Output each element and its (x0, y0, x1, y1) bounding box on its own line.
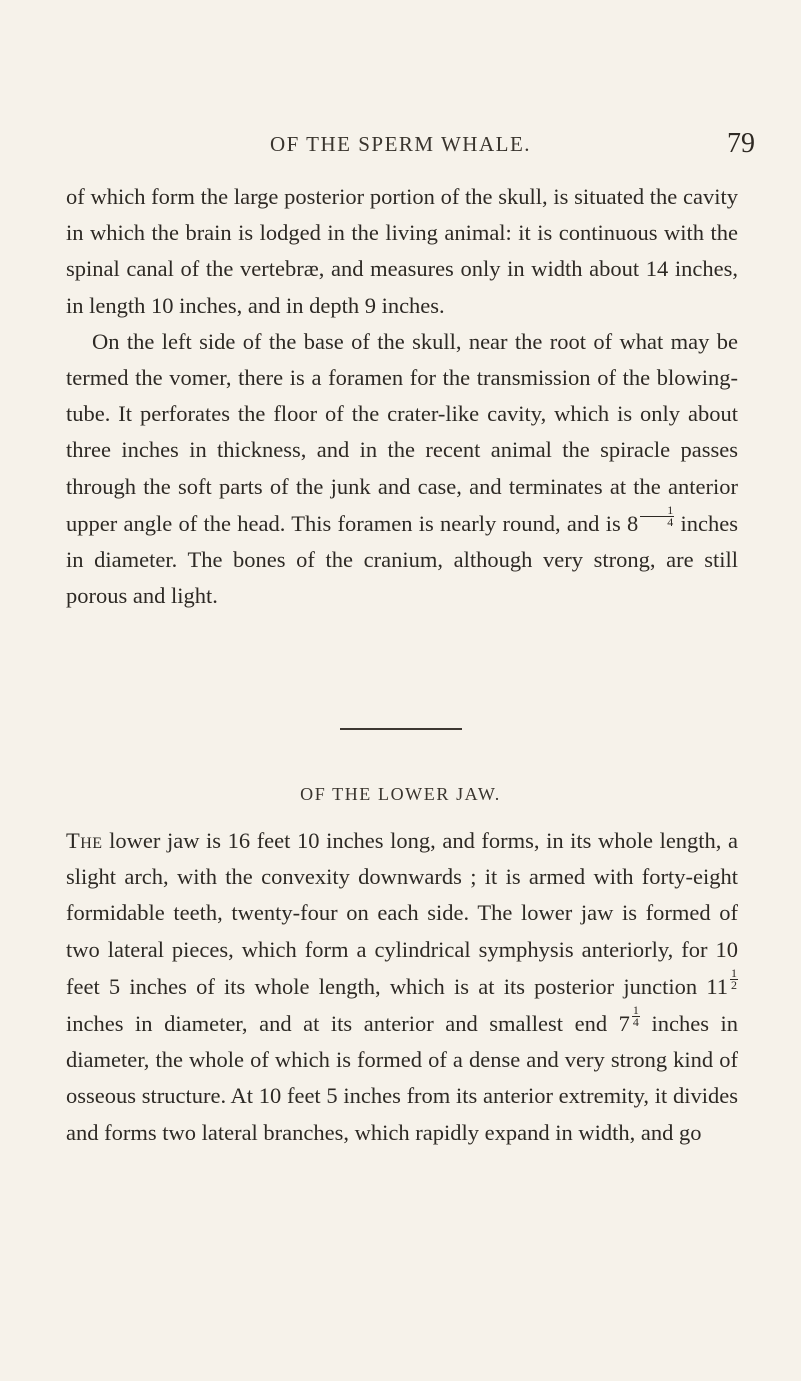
paragraph-text: On the left side of the base of the skull, near the root of what may be termed the vomer, there is a foramen for the transmission of the blowing-tube. It perforates the floor of the crater-like cavity, which is only about three inches in thickness, and in the recent animal the spiracle passes through the soft parts of the junk and case, and terminates at the anterior upper angle of the head. This foramen is nearly round, and is 8 (66, 328, 738, 536)
body-text-lower (66, 823, 738, 1151)
lead-word: The (66, 828, 103, 853)
fraction-numerator: 1 (640, 505, 674, 517)
fraction-quarter (632, 1005, 640, 1028)
fraction-denominator: 4 (632, 1015, 639, 1030)
page-number: 79 (727, 128, 755, 159)
fraction-numerator: 1 (731, 965, 737, 980)
paragraph-brain-cavity: of which form the large posterior portion of the skull, is situated the cavity in which the brain is lodged in the living animal: it is continuous with the spinal canal of the vertebræ, and measures only in width about 14 inches, in length 10 inches, and in depth 9 inches. (66, 184, 738, 318)
section-divider (340, 728, 462, 730)
section-heading: OF THE LOWER JAW. (300, 784, 501, 804)
paragraph-text: inches in diameter. The bones of the cranium, although very strong, are still porous and light. (66, 510, 738, 609)
paragraph-text: inches in diameter, the whole of which is formed of a dense and very strong kind of osseous structure. At 10 feet 5 inches from its anterior extremity, it divides and forms two lateral branches, which rapidly expand in width, and go (66, 1011, 739, 1145)
paragraph-lower-jaw (66, 823, 738, 1151)
fraction-half (730, 965, 738, 992)
paragraph-text: lower jaw is 16 feet 10 inches long, and forms, in its whole length, a slight arch, with the convexity downwards ; it is armed with forty-eight formidable teeth, twenty-four on each side. The lower jaw is formed of two lateral pieces, which form a cylindrical symphysis anteriorly, for 10 feet 5 inches of its whole length, which is at its posterior junction 11 (66, 828, 738, 999)
fraction-quarter (640, 502, 674, 529)
body-text-upper (66, 179, 738, 614)
running-head (0, 128, 801, 162)
fraction-numerator: 1 (632, 1003, 639, 1018)
paragraph-text: inches in diameter, and at its anterior and smallest end 7 (66, 1011, 630, 1037)
fraction-denominator: 4 (667, 514, 674, 529)
running-title: OF THE SPERM WHALE. (269, 132, 532, 156)
paragraph-blowing-tube-foramen (66, 324, 738, 615)
fraction-denominator: 2 (731, 977, 737, 992)
